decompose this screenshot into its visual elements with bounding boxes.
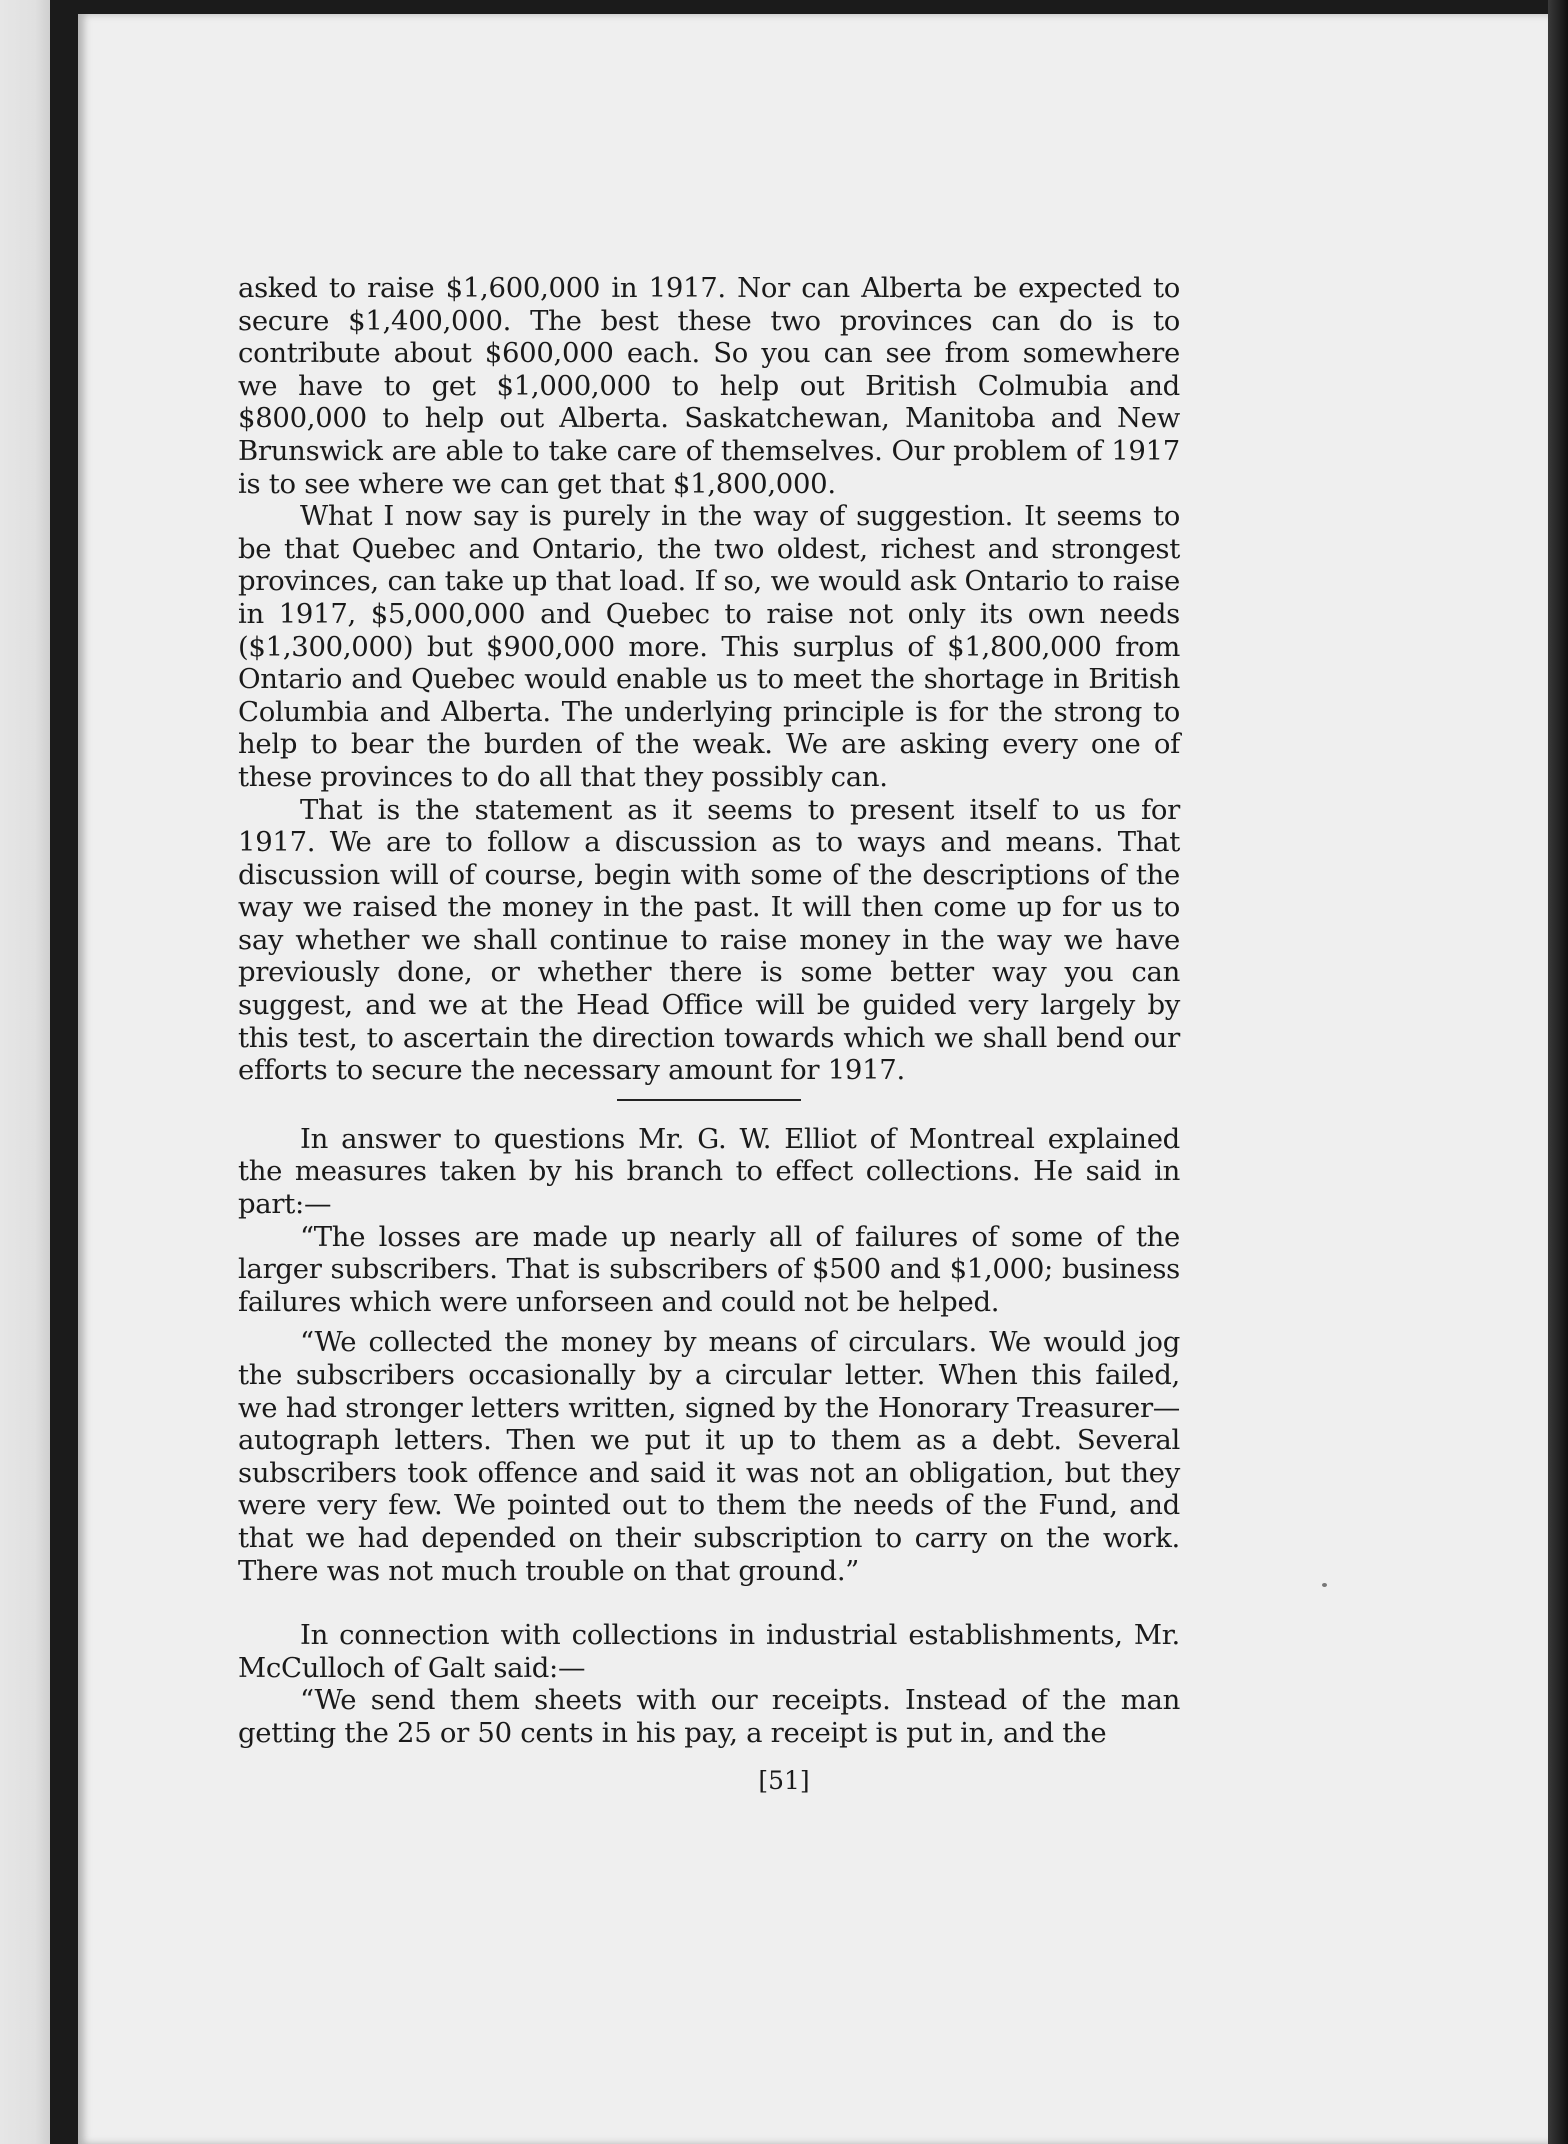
body-text xyxy=(238,272,1180,1750)
scan-border xyxy=(1548,0,1568,2144)
scan-speck xyxy=(1322,1583,1327,1587)
paragraph-losses-quote: “The losses are made up nearly all of failures of some of the larger subscribers. That is subscribers of $500 and $1,000; business failures which were unforseen and could not be helped. xyxy=(238,1220,1180,1318)
page-number: [51] xyxy=(758,1766,810,1795)
paragraph-elliot-intro: In answer to questions Mr. G. W. Elliot of Montreal explained the measures taken by his branch to effect collections. He said in part:— xyxy=(238,1122,1180,1221)
paragraph-continuation: asked to raise $1,600,000 in 1917. Nor can Alberta be expected to secure $1,400,000. The best these two provinces can do is to contribute about $600,000 each. So you can see from somewhere we have to get $1,000,000 to help out British Colmubia and $800,000 to help out Alberta. Saskatchewan, Manitoba and New Brunswick are able to take care of themselves. Our problem of 1917 is to see where we can get that $1,800,000. xyxy=(238,272,1180,500)
facing-page-edge xyxy=(0,0,50,2144)
paragraph-receipts-quote: “We send them sheets with our receipts. Instead of the man getting the 25 or 50 cents in his pay, a receipt is put in, and the xyxy=(238,1684,1180,1749)
paragraph-suggestion: What I now say is purely in the way of suggestion. It seems to be that Quebec and Ontario, the two oldest, richest and strongest provinces, can take up that load. If so, we would ask Ontario to raise in 1917, $5,000,000 and Quebec to raise not only its own needs ($1,300,000) but $900,000 more. This surplus of $1,800,000 from Ontario and Quebec would enable us to meet the shortage in British Columbia and Alberta. The underlying principle is for the strong to help to bear the burden of the weak. We are asking every one of these provinces to do all that they possibly can. xyxy=(238,500,1180,793)
section-divider xyxy=(617,1099,801,1101)
paragraph-statement: That is the statement as it seems to present itself to us for 1917. We are to follow a discussion as to ways and means. That discussion will of course, begin with some of the descriptions of the way we raised the money in the past. It will then come up for us to say whether we shall continue to raise money in the way we have previously done, or whether there is some better way you can suggest, and we at the Head Office will be guided very largely by this test, to ascertain the direction towards which we shall bend our efforts to secure the necessary amount for 1917. xyxy=(238,793,1180,1087)
paragraph-mcculloch-intro: In connection with collections in industrial establishments, Mr. McCulloch of Galt said:— xyxy=(238,1619,1180,1684)
paragraph-circulars-quote: “We collected the money by means of circulars. We would jog the subscribers occasionally by a circular letter. When this failed, we had stronger letters written, signed by the Honorary Treasurer—autograph letters. Then we put it up to them as a debt. Several subscribers took offence and said it was not an obligation, but they were very few. We pointed out to them the needs of the Fund, and that we had depended on their subscription to carry on the work. There was not much trouble on that ground.” xyxy=(238,1326,1180,1587)
